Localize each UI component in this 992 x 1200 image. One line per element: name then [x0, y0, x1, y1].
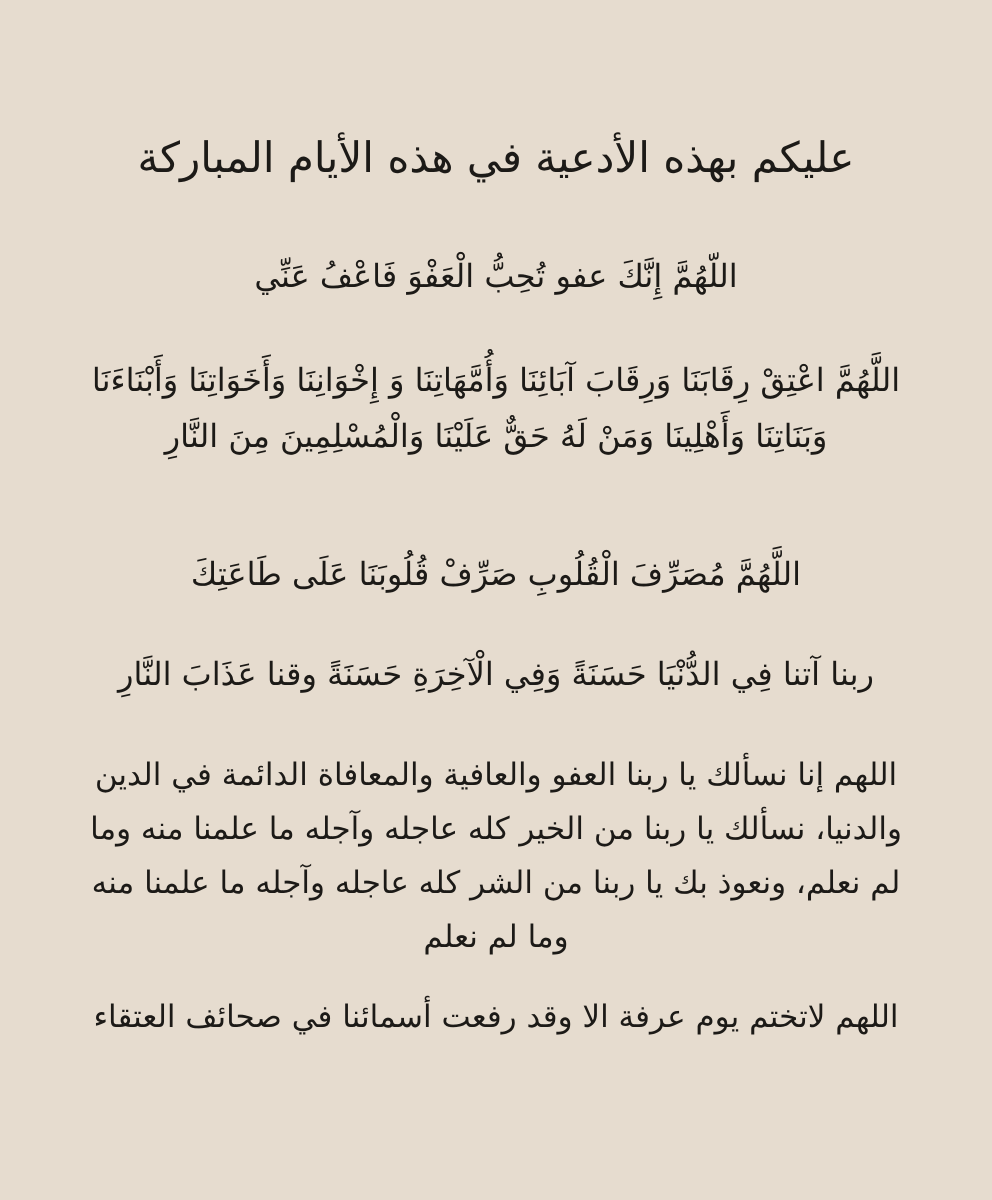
dua-paragraph: اللهم لاتختم يوم عرفة الا وقد رفعت أسمائنا في صحائف العتقاء [93, 999, 899, 1035]
dua-paragraph: اللَّهُمَّ اعْتِقْ رِقَابَنَا وَرِقَابَ آبَائِنَا وَأُمَّهَاتِنَا وَ إِخْوَانِنَا وَأَخَوَاتِنَا وَأَبْنَاءَنَا وَبَنَاتِنَا وَأَهْلِينَا وَمَنْ لَهُ حَقٌّ عَلَيْنَا وَالْمُسْلِمِينَ مِنَ النَّارِ [91, 361, 901, 455]
dua-paragraph: اللَّهُمَّ مُصَرِّفَ الْقُلُوبِ صَرِّفْ قُلُوبَنَا عَلَى طَاعَتِكَ [190, 555, 802, 593]
dua-paragraph: ربنا آتنا فِي الدُّنْيَا حَسَنَةً وَفِي الْآخِرَةِ حَسَنَةً وقنا عَذَابَ النَّارِ [117, 655, 874, 693]
dua-paragraph: اللّهُمَّ إِنَّكَ عفو تُحِبُّ الْعَفْوَ فَاعْفُ عَنِّي [254, 257, 738, 295]
page-title: عليكم بهذه الأدعية في هذه الأيام المباركة [137, 133, 855, 182]
dua-paragraph: اللهم إنا نسألك يا ربنا العفو والعافية والمعافاة الدائمة في الدين والدنيا، نسألك يا ربنا من الخير كله عاجله وآجله ما علمنا منه وما لم نعلم، ونعوذ بك يا ربنا من الشر كله عاجله وآجله ما علمنا منه وما لم نعلم [90, 757, 902, 955]
